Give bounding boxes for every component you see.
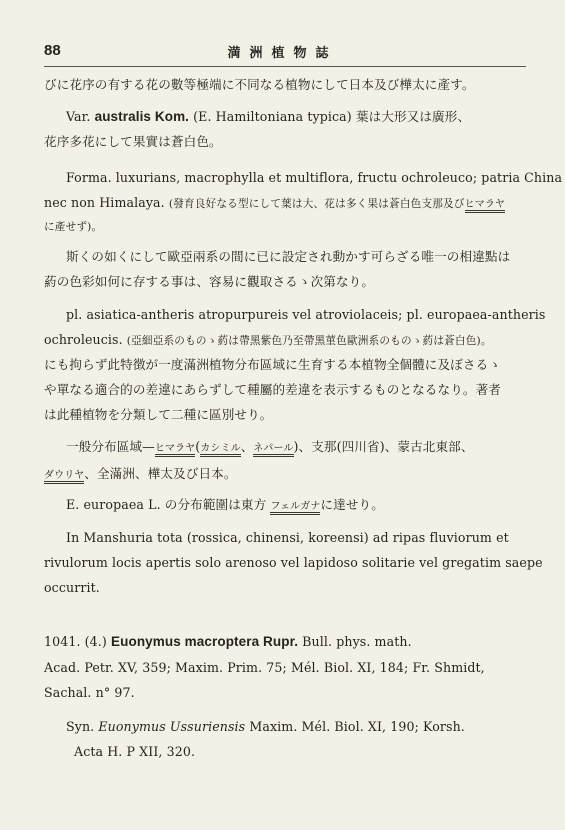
text-segment: 、全滿洲、樺太及び日本。	[84, 466, 237, 481]
text-segment: Var.	[66, 109, 95, 124]
text-line	[44, 331, 492, 350]
text-line	[44, 659, 485, 677]
text-segment: E. europaea L. の分布範圍は東方	[66, 497, 271, 512]
text-line	[44, 465, 237, 485]
text-segment: や單なる適合的の差違にあらずして種屬的差違を表示するものとなるなり。著者	[44, 382, 501, 397]
text-segment: カシミル	[200, 443, 240, 457]
text-segment: Euonymus macroptera Rupr.	[111, 634, 299, 649]
text-segment: 、	[240, 439, 254, 454]
text-segment: ヒマラヤ	[155, 443, 195, 457]
text-segment: 花序多花にして果實は蒼白色。	[44, 134, 222, 149]
text-line	[66, 438, 474, 458]
text-segment: )、支那(四川省)、蒙古北東部、	[293, 439, 474, 454]
text-line	[44, 194, 505, 214]
text-line	[44, 133, 222, 151]
text-segment: ochroleucis.	[44, 332, 127, 347]
text-segment: 1041. (4.)	[44, 634, 112, 649]
text-line	[44, 217, 102, 236]
text-line	[44, 273, 374, 291]
text-segment: 一般分布區域—	[66, 439, 155, 454]
text-segment: 葯の色彩如何に存する事は、容易に觀取さるゝ次第なり。	[44, 274, 375, 289]
running-title: 満洲植物誌	[227, 46, 338, 61]
text-segment: Euonymus Ussuriensis	[98, 719, 246, 734]
text-line	[44, 684, 135, 702]
text-segment: にも拘らず此特徴が一度滿洲植物分布區域に生育する本植物全個體に及ぼさるゝ	[44, 357, 501, 372]
text-line	[66, 496, 384, 516]
text-segment: rivulorum locis apertis solo arenoso vel lapidoso solitarie vel gregatim saepe	[44, 555, 543, 570]
text-segment: フェルガナ	[270, 501, 320, 515]
text-segment: ネパール	[253, 443, 293, 457]
text-segment: Sachal. n° 97.	[44, 685, 135, 700]
text-segment: Bull. phys. math.	[298, 634, 412, 649]
text-segment: (發育良好なる型にして葉は大、花は多く果は蒼白色支那及び	[168, 198, 465, 210]
text-line	[66, 718, 465, 736]
text-segment: (亞細亞系のものゝ葯は帶黑紫色乃至帶黑菫色歐洲系のものゝ葯は蒼白色)。	[126, 335, 492, 347]
text-segment: Acad. Petr. XV, 359; Maxim. Prim. 75; Mél. Biol. XI, 184; Fr. Shmidt,	[44, 660, 485, 675]
text-segment: は此種植物を分類して二種に區別せり。	[44, 407, 273, 422]
text-segment: に產せず)。	[44, 221, 103, 233]
page-number: 88	[44, 42, 61, 59]
text-segment: ヒマラヤ	[465, 199, 505, 213]
text-segment: 斯くの如くにして歐亞兩系の間に已に設定され動かす可らざる唯一の相違點は	[66, 249, 511, 264]
text-segment: びに花序の有する花の數等極端に不同なる植物にして日本及び樺太に產す。	[44, 77, 475, 92]
text-line	[74, 743, 195, 761]
text-segment: ダウリヤ	[44, 470, 84, 484]
text-line	[44, 554, 543, 572]
text-segment: (E. Hamiltoniana typica) 葉は大形又は廣形、	[189, 109, 471, 124]
text-segment: Maxim. Mél. Biol. XI, 190; Korsh.	[245, 719, 465, 734]
text-line	[66, 169, 562, 187]
text-segment: Syn.	[66, 719, 99, 734]
header-rule	[44, 66, 526, 67]
text-line	[44, 579, 100, 597]
text-line	[66, 529, 509, 547]
text-line	[44, 381, 501, 399]
text-line	[44, 406, 273, 424]
text-segment: (	[195, 439, 201, 454]
text-line	[44, 633, 412, 651]
text-segment: australis Kom.	[94, 109, 190, 124]
text-segment: nec non Himalaya.	[44, 195, 169, 210]
text-line	[66, 306, 545, 324]
text-line	[66, 248, 510, 266]
text-line	[44, 356, 501, 374]
text-segment: Forma. luxurians, macrophylla et multiflora, fructu ochroleuco; patria China	[66, 170, 563, 185]
text-segment: In Manshuria tota (rossica, chinensi, koreensi) ad ripas fluviorum et	[66, 530, 509, 545]
text-segment: occurrit.	[44, 580, 100, 595]
page-header	[0, 42, 565, 64]
text-line	[66, 108, 470, 126]
text-segment: Acta H. P XII, 320.	[74, 744, 196, 759]
text-segment: に達せり。	[320, 497, 384, 512]
text-segment: pl. asiatica-antheris atropurpureis vel atroviolaceis; pl. europaea-antheris	[66, 307, 546, 322]
text-line	[44, 76, 475, 94]
